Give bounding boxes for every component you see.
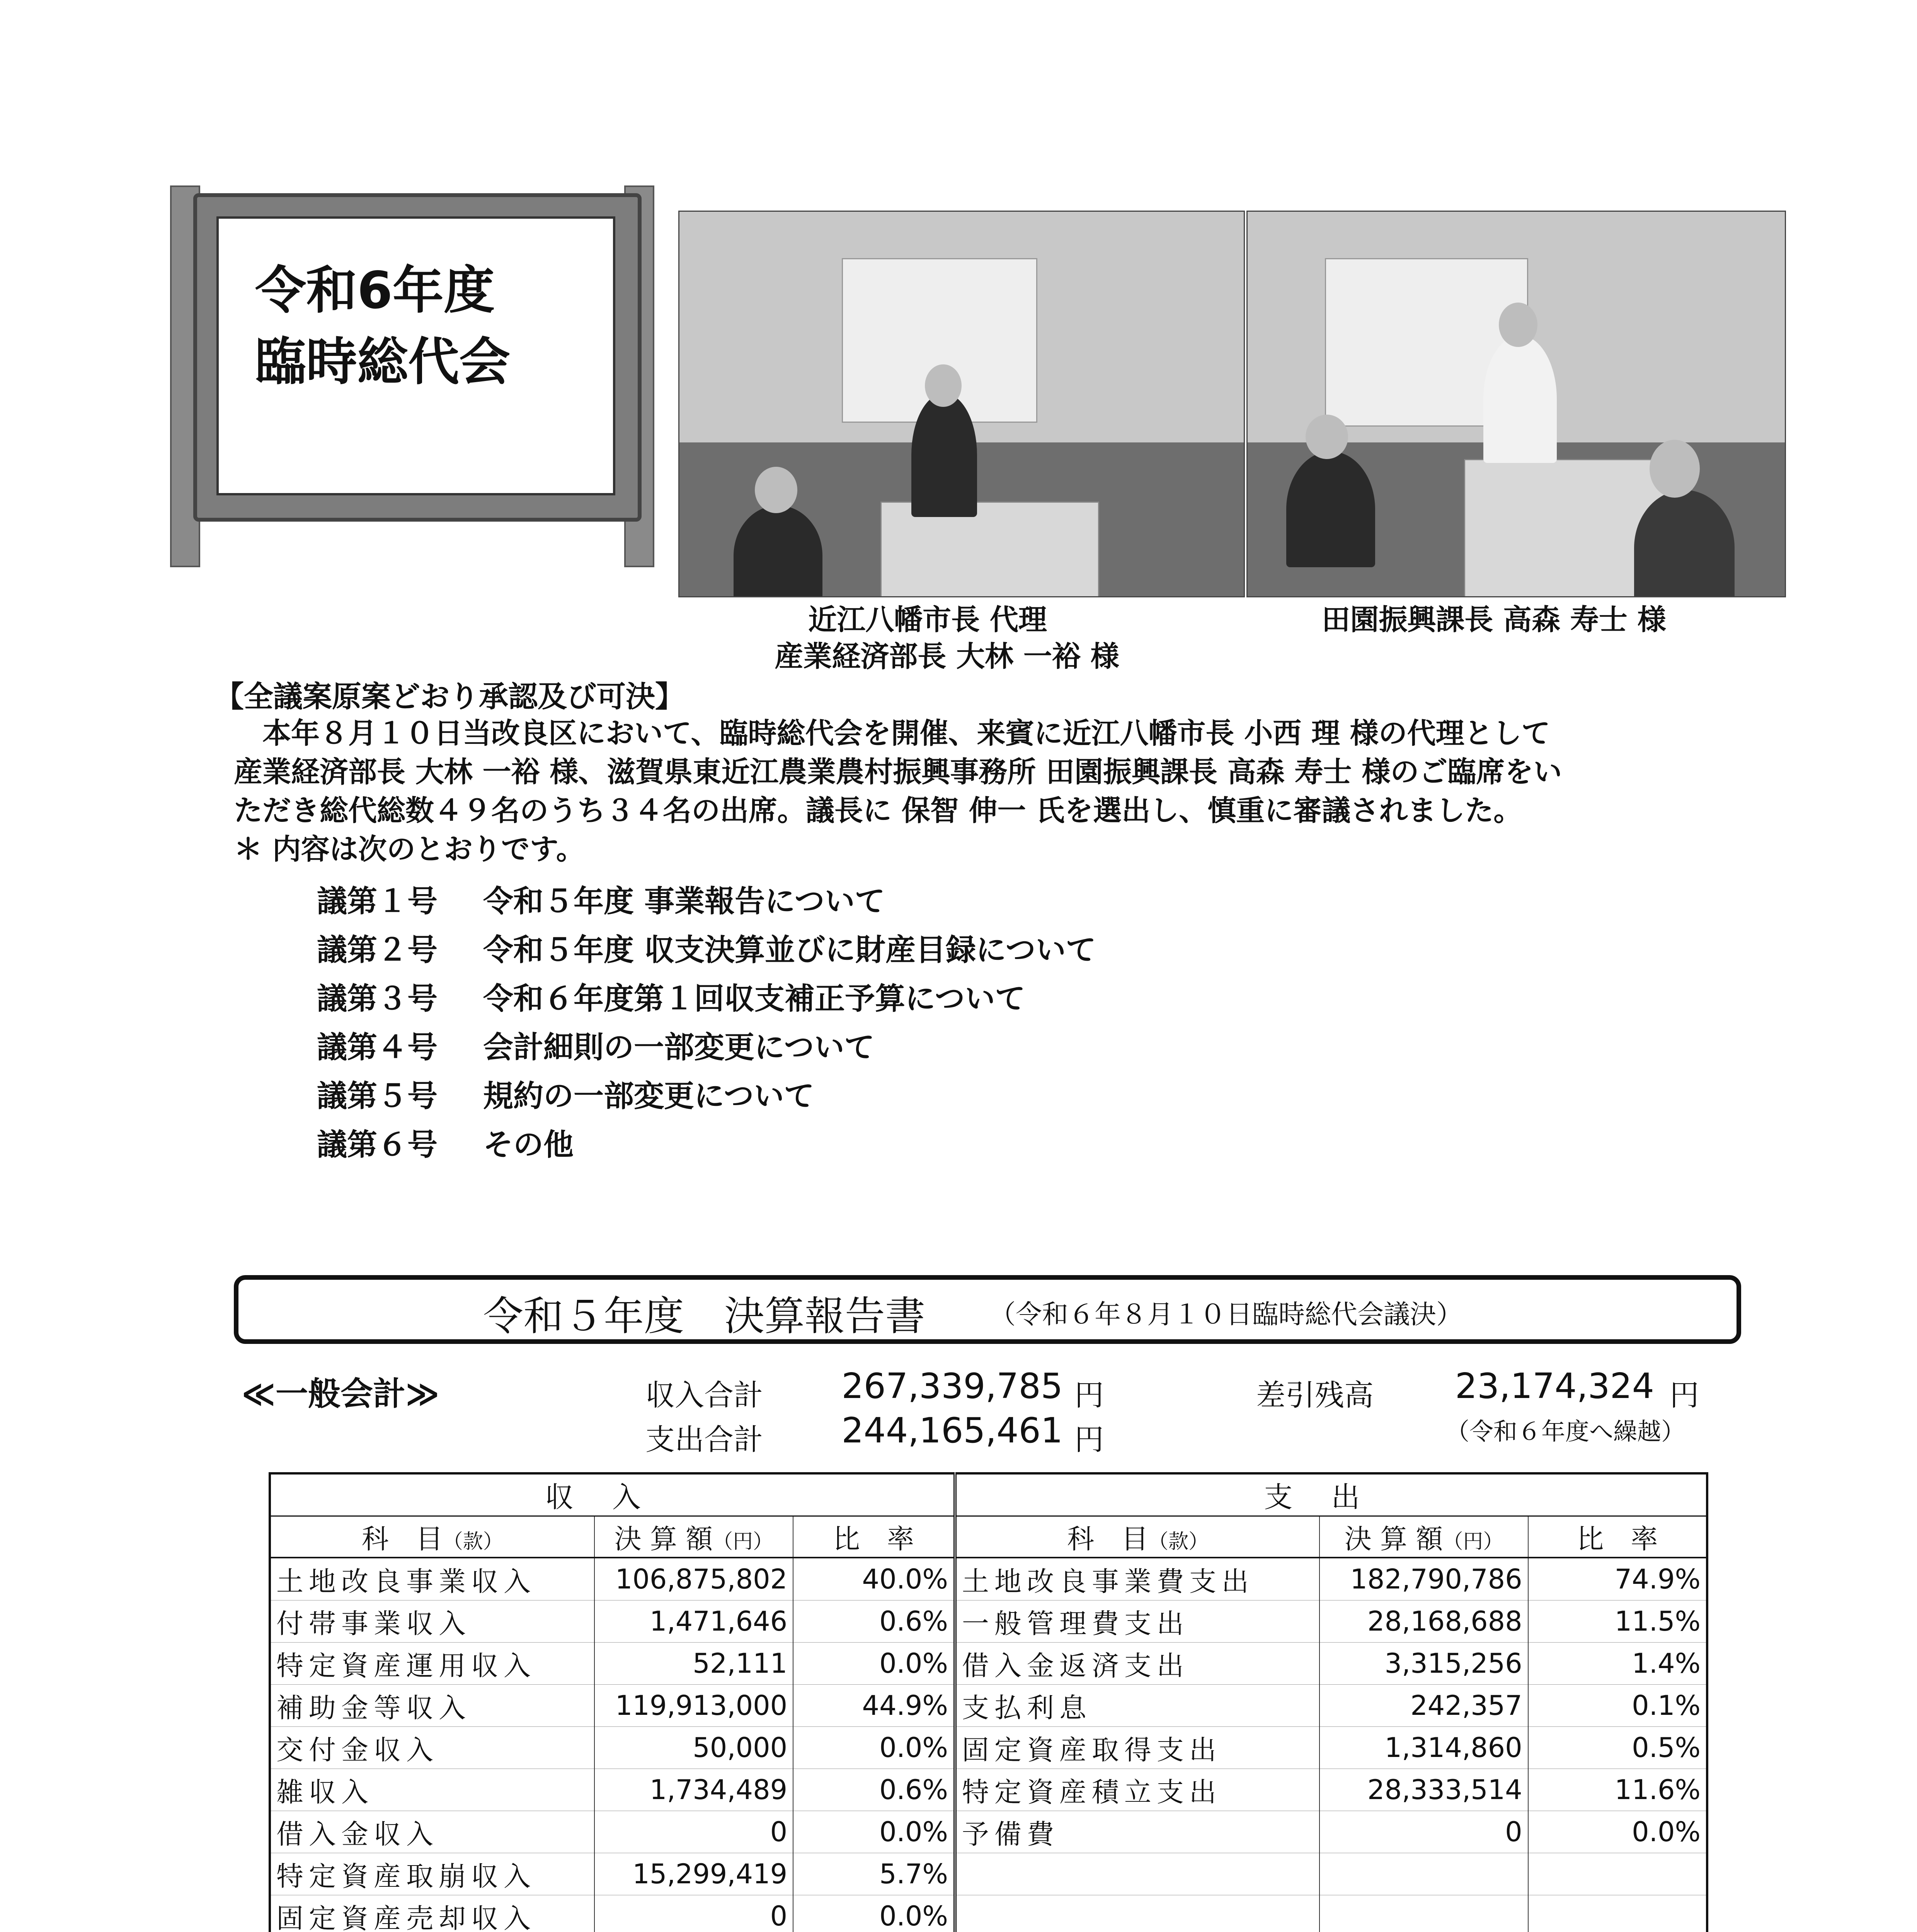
general-income-label: 収入合計 xyxy=(645,1378,763,1412)
expense-amount: 0 xyxy=(1319,1811,1528,1853)
income-item: 借入金収入 xyxy=(270,1811,594,1853)
income-ratio: 40.0% xyxy=(793,1558,955,1600)
general-expense-yen: 円 xyxy=(1074,1422,1104,1457)
general-balance-label: 差引残高 xyxy=(1256,1378,1374,1412)
intro-heading: 【全議案原案どおり承認及び可決】 xyxy=(215,679,684,714)
table-row xyxy=(270,1853,1707,1895)
photo-speaker-left xyxy=(678,211,1245,597)
col-amount-expense: 決 算 額（円） xyxy=(1319,1516,1528,1558)
agenda-list xyxy=(317,877,1096,1169)
table-row xyxy=(270,1685,1707,1727)
expense-ratio xyxy=(1528,1895,1707,1932)
col-amount-income: 決 算 額（円） xyxy=(594,1516,793,1558)
col-item-expense: 科 目（款） xyxy=(955,1516,1320,1558)
table-row xyxy=(270,1600,1707,1643)
income-ratio: 0.6% xyxy=(793,1769,955,1811)
col-ratio-expense: 比 率 xyxy=(1528,1516,1707,1558)
expense-ratio: 74.9% xyxy=(1528,1558,1707,1600)
income-item: 雑収入 xyxy=(270,1769,594,1811)
table-header-main xyxy=(270,1473,1707,1516)
intro-line-3: ただき総代総数４９名のうち３４名の出席。議長に 保智 伸一 氏を選出し、慎重に審議されました。 xyxy=(234,794,1522,827)
expense-item: 支払利息 xyxy=(955,1685,1320,1727)
photo-caption-left-line2: 産業経済部長 大林 一裕 様 xyxy=(775,640,1119,673)
table-row xyxy=(270,1643,1707,1685)
income-item: 特定資産運用収入 xyxy=(270,1643,594,1685)
photo-caption-left-line1: 近江八幡市長 代理 xyxy=(808,603,1047,636)
expense-item: 固定資産取得支出 xyxy=(955,1727,1320,1769)
sign-title: 令和6年度 臨時総代会 xyxy=(255,261,510,392)
table-row xyxy=(270,1727,1707,1769)
general-balance-yen: 円 xyxy=(1670,1378,1699,1412)
general-income-yen: 円 xyxy=(1074,1378,1104,1412)
expense-amount: 28,168,688 xyxy=(1319,1600,1528,1643)
general-account-title: ≪一般会計≫ xyxy=(242,1375,439,1413)
expense-amount: 242,357 xyxy=(1319,1685,1528,1727)
general-expense-label: 支出合計 xyxy=(645,1422,763,1457)
agenda-item: 議第４号 会計細則の一部変更について xyxy=(317,1030,875,1065)
general-income-value: 267,339,785 xyxy=(841,1366,1063,1406)
income-ratio: 0.6% xyxy=(793,1600,955,1643)
expense-ratio xyxy=(1528,1853,1707,1895)
report-subtitle: （令和６年８月１０日臨時総代会議決） xyxy=(989,1299,1463,1330)
photo-speaker-right xyxy=(1246,211,1786,597)
agenda-item: 議第６号 その他 xyxy=(317,1127,574,1162)
expense-ratio: 11.5% xyxy=(1528,1600,1707,1643)
expense-item xyxy=(955,1853,1320,1895)
expense-amount xyxy=(1319,1853,1528,1895)
income-item: 土地改良事業収入 xyxy=(270,1558,594,1600)
expense-ratio: 11.6% xyxy=(1528,1769,1707,1811)
report-header-box xyxy=(234,1275,1741,1344)
expense-amount: 1,314,860 xyxy=(1319,1727,1528,1769)
table-header-columns xyxy=(270,1516,1707,1558)
income-amount: 1,471,646 xyxy=(594,1600,793,1643)
income-amount: 15,299,419 xyxy=(594,1853,793,1895)
table-row xyxy=(270,1769,1707,1811)
table-row xyxy=(270,1558,1707,1600)
expense-item: 一般管理費支出 xyxy=(955,1600,1320,1643)
income-ratio: 0.0% xyxy=(793,1727,955,1769)
income-header: 収入 xyxy=(270,1473,955,1516)
income-ratio: 5.7% xyxy=(793,1853,955,1895)
income-ratio: 0.0% xyxy=(793,1643,955,1685)
agenda-item: 議第１号 令和５年度 事業報告について xyxy=(317,884,885,919)
expense-amount: 28,333,514 xyxy=(1319,1769,1528,1811)
agenda-item: 議第５号 規約の一部変更について xyxy=(317,1078,814,1114)
table-row xyxy=(270,1811,1707,1853)
income-item: 特定資産取崩収入 xyxy=(270,1853,594,1895)
expense-item: 土地改良事業費支出 xyxy=(955,1558,1320,1600)
expense-ratio: 0.0% xyxy=(1528,1811,1707,1853)
intro-line-1: 本年８月１０日当改良区において、臨時総代会を開催、来賓に近江八幡市長 小西 理 様の代理として xyxy=(234,717,1550,750)
col-item-income: 科 目（款） xyxy=(270,1516,594,1558)
income-ratio: 0.0% xyxy=(793,1811,955,1853)
expense-amount: 182,790,786 xyxy=(1319,1558,1528,1600)
income-ratio: 44.9% xyxy=(793,1685,955,1727)
agenda-item: 議第２号 令和５年度 収支決算並びに財産目録について xyxy=(317,932,1096,968)
col-ratio-income: 比 率 xyxy=(793,1516,955,1558)
photo-caption-right: 田園振興課長 高森 寿士 様 xyxy=(1321,603,1666,636)
income-amount: 0 xyxy=(594,1895,793,1932)
income-item: 補助金等収入 xyxy=(270,1685,594,1727)
table-row xyxy=(270,1895,1707,1932)
income-amount: 50,000 xyxy=(594,1727,793,1769)
income-amount: 1,734,489 xyxy=(594,1769,793,1811)
expense-amount: 3,315,256 xyxy=(1319,1643,1528,1685)
expense-item: 特定資産積立支出 xyxy=(955,1769,1320,1811)
general-expense-value: 244,165,461 xyxy=(841,1410,1063,1451)
settlement-table xyxy=(269,1472,1708,1932)
income-amount: 106,875,802 xyxy=(594,1558,793,1600)
general-balance-value: 23,174,324 xyxy=(1455,1366,1654,1406)
expense-ratio: 0.5% xyxy=(1528,1727,1707,1769)
intro-line-2: 産業経済部長 大林 一裕 様、滋賀県東近江農業農村振興事務所 田園振興課長 高森 寿士 様のご臨席をい xyxy=(234,755,1562,789)
income-amount: 0 xyxy=(594,1811,793,1853)
income-ratio: 0.0% xyxy=(793,1895,955,1932)
expense-ratio: 1.4% xyxy=(1528,1643,1707,1685)
income-item: 付帯事業収入 xyxy=(270,1600,594,1643)
general-balance-note: （令和６年度へ繰越） xyxy=(1445,1417,1685,1446)
expense-ratio: 0.1% xyxy=(1528,1685,1707,1727)
expense-item: 借入金返済支出 xyxy=(955,1643,1320,1685)
income-item: 固定資産売却収入 xyxy=(270,1895,594,1932)
income-item: 交付金収入 xyxy=(270,1727,594,1769)
income-amount: 52,111 xyxy=(594,1643,793,1685)
expense-header: 支出 xyxy=(955,1473,1707,1516)
report-title: 令和５年度 決算報告書 xyxy=(483,1293,926,1340)
expense-amount xyxy=(1319,1895,1528,1932)
expense-item xyxy=(955,1895,1320,1932)
intro-line-4: ＊ 内容は次のとおりです。 xyxy=(234,833,585,866)
income-amount: 119,913,000 xyxy=(594,1685,793,1727)
expense-item: 予備費 xyxy=(955,1811,1320,1853)
agenda-item: 議第３号 令和６年度第１回収支補正予算について xyxy=(317,981,1025,1016)
